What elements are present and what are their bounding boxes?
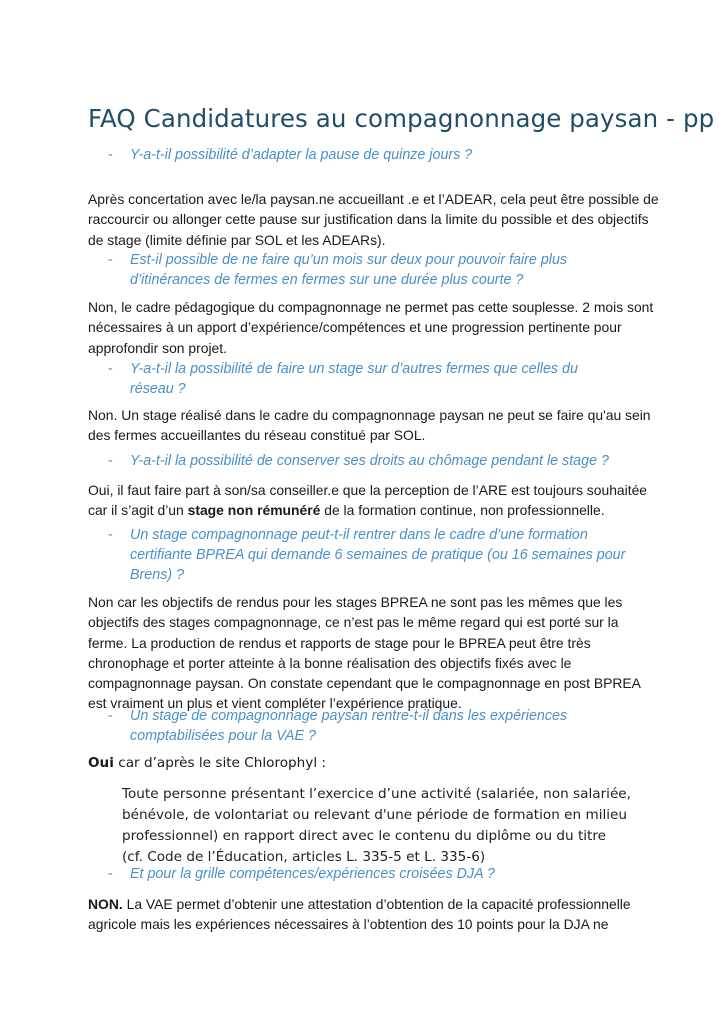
answer-line: Après concertation avec le/la paysan.ne accueillant .e et l’ADEAR, cela peut être possible de <box>88 191 659 207</box>
answer-line: objectifs des stages compagnonnage, ce n’est pas le même regard qui est porté sur la <box>88 614 619 631</box>
page-title: FAQ Candidatures au compagnonnage paysan - pp <box>88 104 715 133</box>
question-line: Et pour la grille compétences/expériences croisées DJA ? <box>130 866 496 882</box>
list-dash: - <box>108 252 113 268</box>
faq-answer-3 <box>88 405 651 446</box>
answer-text: de la formation continue, non professionnelle. <box>320 502 605 519</box>
answer-line: compagnonnage paysan. On constate cependant que le compagnonnage en post BPREA <box>88 675 641 692</box>
answer-line: de stage (limite définie par SOL et les ADEARs). <box>88 231 386 248</box>
answer-line: nécessaires à un apport d’expérience/compétences et une progression pertinente pour <box>88 319 622 336</box>
answer-line: Oui, il faut faire part à son/sa conseiller.e que la perception de l’ARE est toujours souhaitée <box>88 482 648 498</box>
emphasis-text: Oui <box>88 755 114 771</box>
list-dash: - <box>108 527 113 543</box>
question-line: Brens) ? <box>130 567 185 583</box>
answer-line: raccourcir ou allonger cette pause sur justification dans la limite du possible et des objectifs <box>88 211 649 228</box>
faq-question-5 <box>108 525 625 585</box>
faq-question-3 <box>108 359 578 399</box>
answer-text: car d’après le site Chlorophyl : <box>113 755 327 771</box>
list-dash: - <box>108 453 113 469</box>
emphasis-text: stage non rémunéré <box>187 502 321 519</box>
answer-line: est vraiment un plus et vient compléter l’expérience pratique. <box>88 695 462 712</box>
faq-answer-2 <box>88 297 654 358</box>
faq-answer-1 <box>88 189 659 250</box>
answer-line: agricole mais les expériences nécessaires à l’obtention des 10 points pour la DJA ne <box>88 916 609 933</box>
faq-question-7 <box>108 864 495 884</box>
quote-line: bénévole, de volontariat ou relevant d'une période de formation en milieu <box>122 807 628 823</box>
list-dash: - <box>108 866 113 882</box>
answer-line: ferme. La production de rendus et rapports de stage pour le BPREA peut être très <box>88 634 591 651</box>
question-line: Y-a-t-il la possibilité de conserver ses droits au chômage pendant le stage ? <box>130 453 609 469</box>
question-line: Y-a-t-il possibilité d’adapter la pause de quinze jours ? <box>130 147 473 163</box>
faq-answer-6 <box>88 753 648 773</box>
faq-answer-7 <box>88 894 648 935</box>
answer-line: Non. Un stage réalisé dans le cadre du compagnonnage paysan ne peut se faire qu'au sein <box>88 407 651 423</box>
quote-line: Toute personne présentant l’exercice d’une activité (salariée, non salariée, <box>122 786 631 802</box>
faq-question-2 <box>108 250 567 290</box>
answer-line: des fermes accueillantes du réseau constitué par SOL. <box>88 427 426 444</box>
answer-line <box>88 753 648 773</box>
list-dash: - <box>108 147 113 163</box>
answer-line: Non, le cadre pédagogique du compagnonnage ne permet pas cette souplesse. 2 mois sont <box>88 299 654 315</box>
list-dash: - <box>108 361 113 377</box>
question-line: Un stage de compagnonnage paysan rentre-t-il dans les expériences <box>130 708 568 724</box>
answer-text: La VAE permet d’obtenir une attestation d’obtention de la capacité professionnelle <box>122 896 631 912</box>
quote-line: (cf. Code de l’Éducation, articles L. 335-5 et L. 335-6) <box>122 849 486 865</box>
question-line: réseau ? <box>130 381 186 397</box>
faq-question-1 <box>108 145 472 165</box>
answer-line: chronophage et porter atteinte à la bonne réalisation des objectifs fixés avec le <box>88 654 572 671</box>
answer-line <box>88 500 648 520</box>
emphasis-text: NON. <box>88 896 123 912</box>
answer-text: car il s’agit d’un <box>88 502 188 519</box>
question-line: comptabilisées pour la VAE ? <box>130 728 316 744</box>
question-line: Y-a-t-il la possibilité de faire un stage sur d’autres fermes que celles du <box>130 361 578 377</box>
quote-line: professionnel) en rapport direct avec le contenu du diplôme ou du titre <box>122 828 607 844</box>
faq-question-4 <box>108 451 609 471</box>
faq-answer-5 <box>88 592 648 714</box>
question-line: Un stage compagnonnage peut-t-il rentrer dans le cadre d’une formation <box>130 527 588 543</box>
question-line: Est-il possible de ne faire qu’un mois sur deux pour pouvoir faire plus <box>130 252 568 268</box>
list-dash: - <box>108 708 113 724</box>
answer-line <box>88 894 648 914</box>
answer-line: Non car les objectifs de rendus pour les stages BPREA ne sont pas les mêmes que les <box>88 594 623 610</box>
answer-line: approfondir son projet. <box>88 339 227 356</box>
question-line: certifiante BPREA qui demande 6 semaines de pratique (ou 16 semaines pour <box>130 547 626 563</box>
question-line: d’itinérances de fermes en fermes sur une durée plus courte ? <box>130 272 524 288</box>
faq-question-6 <box>108 706 567 746</box>
chlorophyl-quote <box>122 784 631 868</box>
faq-answer-4 <box>88 480 648 521</box>
